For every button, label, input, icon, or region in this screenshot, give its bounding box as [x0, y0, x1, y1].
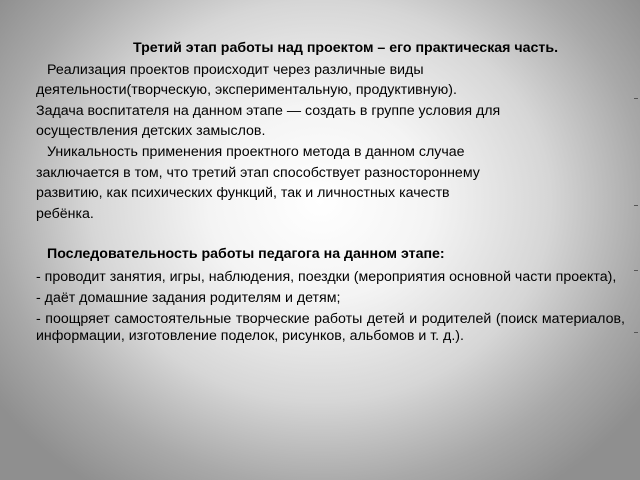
- paragraph-line: осуществления детских замыслов.: [36, 123, 266, 140]
- list-item: - поощряет самостоятельные творческие работы детей и родителей (поиск материалов, информации, изготовление поделок, рисунков, альбомов и т. д.).: [36, 310, 625, 344]
- edge-mark: [634, 205, 638, 206]
- edge-marks: [632, 0, 638, 480]
- list-item: - проводит занятия, игры, наблюдения, поездки (мероприятия основной части проекта),: [36, 268, 617, 285]
- paragraph-line: Реализация проектов происходит через различные виды: [47, 61, 424, 78]
- paragraph-line: ребёнка.: [36, 205, 94, 222]
- paragraph-line: Задача воспитателя на данном этапе — создать в группе условия для: [36, 102, 501, 119]
- edge-mark: [634, 98, 638, 99]
- paragraph-line: Уникальность применения проектного метода в данном случае: [47, 143, 465, 160]
- slide-content: [36, 38, 625, 349]
- paragraph-line: деятельности(творческую, экспериментальную, продуктивную).: [36, 82, 457, 99]
- list-item: - даёт домашние задания родителям и детям;: [36, 289, 341, 306]
- paragraph-line: заключается в том, что третий этап способствует разностороннему: [36, 164, 480, 181]
- list-heading: Последовательность работы педагога на данном этапе:: [47, 246, 445, 263]
- edge-mark: [634, 332, 638, 333]
- edge-mark: [634, 270, 638, 271]
- slide-title: Третий этап работы над проектом – его практическая часть.: [132, 40, 559, 56]
- paragraph-line: развитию, как психических функций, так и личностных качеств: [36, 185, 450, 202]
